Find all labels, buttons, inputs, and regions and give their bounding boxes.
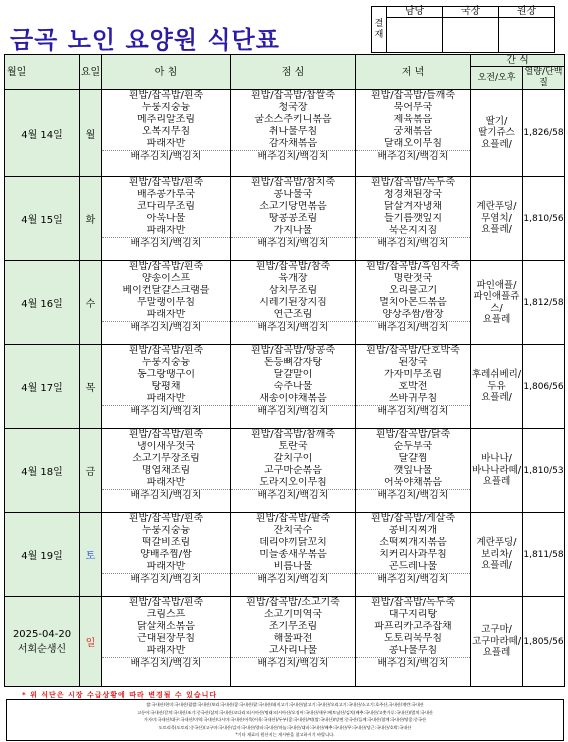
header-snack-sub: 오전/오후	[471, 67, 523, 90]
menu-item: 파래자반	[146, 225, 186, 236]
day-of-week: 목	[80, 345, 102, 429]
menu-item: 파래자반	[146, 138, 186, 149]
menu-item: 흰밥/잡곡밥/흰죽	[128, 597, 204, 608]
menu-item: 배추김치/백김치	[356, 237, 470, 250]
menu-item: 배추김치/백김치	[231, 573, 355, 586]
day-row	[5, 597, 565, 687]
origin-line: 고등어:국내산/갈치:국내산/조기:중국산/삼치:국내산/코다리:러시아산/명태:러시아산/오징어:국내산/새우:베트남산/김치(배추:국내산/고춧가루:국내산)/멸치:국내산	[137, 709, 433, 715]
menu-item: 흰밥/잡곡밥/흰죽	[128, 261, 204, 272]
dinner-cell	[356, 177, 471, 261]
menu-item: 흰밥/잡곡밥/찹쌀죽	[250, 90, 336, 101]
snack-item: 두유	[487, 380, 506, 392]
menu-item: 미늘종새우볶음	[259, 549, 327, 560]
breakfast-cell	[102, 597, 231, 687]
change-notice: * 위 식단은 시장 수급상황에 따라 변경될 수 있습니다	[22, 691, 218, 699]
menu-item: 도토리묵무침	[384, 633, 442, 644]
lunch-cell	[231, 90, 356, 177]
snack-item: 계란푸딩/	[476, 537, 517, 549]
day-of-week: 월	[80, 90, 102, 177]
snack-item: 요플레/	[481, 392, 512, 404]
approval-sign-staff	[387, 18, 443, 53]
menu-item: 오리불고기	[388, 285, 438, 296]
menu-item: 콩나물무침	[388, 645, 438, 656]
breakfast-cell	[102, 90, 231, 177]
kcal-cell: 1,806/56	[523, 345, 565, 429]
menu-item: 메추리알조림	[137, 114, 195, 125]
date-cell	[5, 90, 80, 177]
snack-item: 요플레	[482, 314, 511, 325]
menu-item: 조기무조림	[268, 621, 318, 632]
menu-item: 감자채볶음	[268, 138, 318, 149]
menu-item: 파래자반	[146, 645, 186, 656]
dinner-cell	[356, 345, 471, 429]
menu-item: 배추김치/백김치	[356, 150, 470, 163]
menu-item: 아욱나물	[146, 213, 186, 224]
menu-item: 닭살채소볶음	[137, 621, 195, 632]
day-row	[5, 513, 565, 597]
menu-item: 흰밥/잡곡밥/흰죽	[128, 513, 204, 524]
menu-item: 누룽지숭늉	[141, 357, 191, 368]
kcal-cell: 1,805/56	[523, 597, 565, 687]
menu-item: 양송이스프	[141, 273, 191, 284]
day-of-week: 금	[80, 429, 102, 513]
menu-item: 숙주나물	[273, 381, 313, 392]
day-of-week: 화	[80, 177, 102, 261]
menu-item: 흰밥/잡곡밥/닭죽	[375, 429, 451, 440]
breakfast-cell	[102, 177, 231, 261]
day-of-week: 토	[80, 513, 102, 597]
approval-sign-head	[499, 18, 555, 53]
snack-item: 요플레	[482, 476, 511, 488]
approval-label: 결재	[372, 7, 387, 53]
menu-item: 달걀찜	[398, 453, 428, 464]
menu-item: 배추김치/백김치	[231, 489, 355, 502]
menu-item: 곤드레나물	[388, 561, 438, 572]
menu-item: 청경채된장국	[384, 189, 442, 200]
menu-item: 떡갈비조림	[141, 537, 191, 548]
menu-item: 흰밥/잡곡밥/들깨죽	[370, 90, 456, 101]
date-cell	[5, 261, 80, 345]
menu-item: 배추김치/백김치	[102, 489, 230, 502]
menu-item: 새송이야채볶음	[259, 393, 327, 404]
menu-item: 어묵야채볶음	[384, 477, 442, 488]
dinner-cell	[356, 90, 471, 177]
menu-item: 동그랑땡구이	[137, 369, 195, 380]
date-text: 4월 17일	[21, 383, 63, 394]
menu-item: 달걀말이	[273, 369, 313, 380]
menu-item: 배추김치/백김치	[356, 321, 470, 334]
snack-item: 요플레/	[481, 138, 512, 150]
kcal-cell: 1,810/53	[523, 429, 565, 513]
date-cell	[5, 597, 80, 687]
menu-item: 근대된장무침	[137, 633, 195, 644]
kcal-cell: 1,810/56	[523, 177, 565, 261]
breakfast-cell	[102, 261, 231, 345]
menu-item: 코다리무조림	[137, 201, 195, 212]
snack-item: 딸기쥬스	[478, 127, 515, 139]
date-text: 4월 19일	[21, 551, 63, 562]
menu-item: 베이컨달걀스크램블	[122, 285, 210, 296]
approval-box	[371, 6, 555, 53]
menu-item: 데리야끼닭꼬치	[259, 537, 327, 548]
day-row	[5, 345, 565, 429]
menu-item: 잔치국수	[273, 525, 313, 536]
snack-cell	[471, 261, 523, 345]
menu-item: 오복지무침	[141, 126, 191, 137]
menu-item: 명엽채조림	[141, 465, 191, 476]
menu-item: 순두부국	[393, 441, 433, 452]
menu-item: 흰밥/잡곡밥/참치죽	[250, 177, 336, 188]
date-text: 2025-04-20	[12, 628, 72, 640]
menu-item: 배추김치/백김치	[102, 573, 230, 586]
menu-item: 대구지리탕	[388, 609, 438, 620]
page-title: 금곡 노인 요양원 식단표	[10, 26, 280, 54]
snack-item: 고구마/	[481, 624, 512, 636]
header-day: 요일	[80, 55, 102, 90]
approval-sign-director	[443, 18, 499, 53]
dinner-cell	[356, 429, 471, 513]
menu-item: 굴소스주키니볶음	[254, 114, 332, 125]
menu-item: 북어무국	[393, 102, 433, 113]
menu-item: 고사리나물	[268, 645, 318, 656]
menu-item: 땅콩콩조림	[268, 213, 318, 224]
dinner-cell	[356, 261, 471, 345]
date-text: 4월 18일	[21, 467, 63, 478]
menu-table	[4, 54, 565, 687]
snack-item: 요플레/	[481, 224, 512, 236]
lunch-cell	[231, 513, 356, 597]
snack-item: 요플레	[482, 647, 511, 659]
menu-item: 배추김치/백김치	[231, 321, 355, 334]
menu-item: 명란젓국	[393, 273, 433, 284]
menu-item: 흰밥/잡곡밥/흰죽	[128, 177, 204, 188]
menu-item: 호박전	[398, 381, 428, 392]
menu-item: 흰밥/잡곡밥/소고기죽	[246, 597, 340, 608]
menu-item: 배추김치/백김치	[102, 405, 230, 418]
approval-col-staff: 담당	[387, 7, 443, 18]
menu-item: 흰밥/잡곡밥/참깨죽	[250, 429, 336, 440]
menu-item: 배추김치/백김치	[356, 573, 470, 586]
snack-item: 요플레/	[481, 560, 512, 572]
menu-item: 치커리사과무침	[379, 549, 447, 560]
menu-item: 해물파전	[273, 633, 313, 644]
origin-info-box	[6, 699, 564, 741]
snack-item: 계란푸딩/	[476, 201, 517, 213]
menu-item: 소떡찌개지볶음	[379, 537, 447, 548]
menu-item: 흰밥/잡곡밥/녹두죽	[370, 597, 456, 608]
menu-item: 궁채볶음	[393, 126, 433, 137]
menu-item: 배추김치/백김치	[231, 237, 355, 250]
menu-item: 배추김치/백김치	[102, 237, 230, 250]
menu-item: 가지나물	[273, 225, 313, 236]
menu-item: 소고기무장조림	[132, 453, 200, 464]
menu-item: 양상추쌈/쌈장	[382, 309, 444, 320]
date-cell	[5, 177, 80, 261]
menu-item: 배추김치/백김치	[356, 405, 470, 418]
menu-item: 돈등뼈감자탕	[264, 357, 322, 368]
day-row	[5, 177, 565, 261]
date-cell	[5, 345, 80, 429]
origin-line: 도토리묵(도토리:중국산)/고구마:국내산/감자:국내산/양파:국내산/마늘:국내산/대파:국내산/배추:국내산/무:국내산/당근:국내산/호박:국내산	[158, 724, 412, 730]
menu-item: 가자미무조림	[384, 369, 442, 380]
menu-item: 연근조림	[273, 309, 313, 320]
menu-item: 삼치무조림	[268, 285, 318, 296]
menu-item: 콩나물국	[273, 189, 313, 200]
menu-item: 갈치구이	[273, 453, 313, 464]
menu-item: 고구마순볶음	[264, 465, 322, 476]
menu-item: 배추김치/백김치	[356, 489, 470, 502]
snack-item: 파인애플쥬스/	[473, 291, 520, 314]
menu-item: 깻잎나물	[393, 465, 433, 476]
menu-item: 흰밥/잡곡밥/게살죽	[370, 513, 456, 524]
date-note: 서회순생신	[17, 643, 67, 655]
snack-item: 고구마라떼/	[471, 635, 522, 647]
snack-item: 바나나/	[481, 453, 512, 465]
menu-item: 배추콩가루국	[137, 189, 195, 200]
menu-item: 육개장	[278, 273, 308, 284]
menu-item: 취나물무침	[268, 126, 318, 137]
kcal-cell: 1,826/58	[523, 90, 565, 177]
menu-item: 제육볶음	[393, 114, 433, 125]
snack-cell	[471, 597, 523, 687]
menu-item: 도라지오이무침	[259, 477, 327, 488]
approval-col-head: 원장	[499, 7, 555, 18]
date-cell	[5, 513, 80, 597]
kcal-cell: 1,811/58	[523, 513, 565, 597]
menu-item: 파프리카고추잡채	[374, 621, 452, 632]
date-cell	[5, 429, 80, 513]
header-breakfast: 아 침	[102, 55, 231, 90]
menu-item: 들기름깻잎지	[384, 213, 442, 224]
menu-item: 흰밥/잡곡밥/참죽	[255, 261, 331, 272]
menu-item: 배추김치/백김치	[231, 405, 355, 418]
day-row	[5, 90, 565, 177]
day-of-week: 수	[80, 261, 102, 345]
menu-item: 파래자반	[146, 309, 186, 320]
menu-item: 배추김치/백김치	[102, 150, 230, 163]
lunch-cell	[231, 429, 356, 513]
menu-item: 시레기된장지짐	[259, 297, 327, 308]
menu-item: 흰밥/잡곡밥/흰죽	[128, 90, 204, 101]
header-snack: 간 식	[471, 55, 565, 67]
snack-cell	[471, 513, 523, 597]
breakfast-cell	[102, 513, 231, 597]
menu-item: 토란국	[278, 441, 308, 452]
menu-item: 콩비지찌개	[388, 525, 438, 536]
snack-cell	[471, 345, 523, 429]
menu-item: 흰밥/잡곡밥/땅콩죽	[250, 345, 336, 356]
menu-item: 묵은지지짐	[388, 225, 438, 236]
menu-item: 멸치아몬드볶음	[379, 297, 447, 308]
date-text: 4월 14일	[21, 129, 63, 141]
menu-item: 소고기미역국	[264, 609, 322, 620]
header-kcal: 열량/단백질	[523, 67, 565, 90]
menu-item: 배추김치/백김치	[356, 657, 470, 670]
menu-item: 파래자반	[146, 477, 186, 488]
menu-item: 파래자반	[146, 561, 186, 572]
menu-item: 흰밥/잡곡밥/팥죽	[255, 513, 331, 524]
kcal-cell: 1,812/58	[523, 261, 565, 345]
day-row	[5, 261, 565, 345]
menu-item: 누룽지숭늉	[141, 102, 191, 113]
snack-cell	[471, 90, 523, 177]
breakfast-cell	[102, 429, 231, 513]
snack-item: 보리차/	[481, 548, 512, 560]
menu-item: 무말랭이무침	[137, 297, 195, 308]
menu-item: 배추김치/백김치	[231, 657, 355, 670]
menu-item: 비름나물	[273, 561, 313, 572]
snack-cell	[471, 177, 523, 261]
lunch-cell	[231, 345, 356, 429]
menu-item: 양배추찜/쌈	[140, 549, 192, 560]
origin-line: *기타 재료의 원산지는 게시판을 참고하시기 바랍니다.	[235, 732, 335, 737]
snack-item: 딸기/	[485, 115, 508, 127]
dinner-cell	[356, 513, 471, 597]
menu-item: 탕평채	[151, 381, 181, 392]
header-dinner: 저 녁	[356, 55, 471, 90]
menu-item: 흰밥/잡곡밥/흰죽	[128, 345, 204, 356]
menu-item: 누룽지숭늉	[141, 525, 191, 536]
snack-item: 파인애플/	[476, 279, 517, 291]
menu-item: 흰밥/잡곡밥/흑임자죽	[366, 261, 460, 272]
menu-item: 쓰바귀무침	[388, 393, 438, 404]
day-of-week: 일	[80, 597, 102, 687]
menu-item: 흰밥/잡곡밥/단호박죽	[366, 345, 460, 356]
lunch-cell	[231, 261, 356, 345]
menu-item: 크림스프	[146, 609, 186, 620]
menu-item: 배추김치/백김치	[231, 150, 355, 163]
menu-item: 달래오이무침	[384, 138, 442, 149]
breakfast-cell	[102, 345, 231, 429]
approval-col-director: 국장	[443, 7, 499, 18]
menu-item: 배추김치/백김치	[102, 321, 230, 334]
menu-item: 소고기당면볶음	[259, 201, 327, 212]
snack-cell	[471, 429, 523, 513]
menu-item: 청국장	[278, 102, 308, 113]
origin-line: 쌀:국내산/현미:국내산/찹쌀:국내산/보리:국내산/콩:국내산/팥:국내산/돼지고기:국내산/닭고기:국내산/오리고기:국내산/소고기:호주산,국내산/계란:국내산	[146, 702, 424, 707]
menu-item: 된장국	[398, 357, 428, 368]
snack-item: 후레쉬베리/	[471, 369, 522, 381]
snack-item: 바나나라떼/	[471, 464, 522, 476]
dinner-cell	[356, 597, 471, 687]
menu-item: 파래자반	[146, 393, 186, 404]
day-row	[5, 429, 565, 513]
snack-item: 무염치/	[481, 212, 512, 224]
lunch-cell	[231, 597, 356, 687]
header-lunch: 점 심	[231, 55, 356, 90]
lunch-cell	[231, 177, 356, 261]
menu-item: 흰밥/잡곡밥/흰죽	[128, 429, 204, 440]
menu-item: 흰밥/잡곡밥/녹두죽	[370, 177, 456, 188]
header-date: 월일	[5, 55, 80, 90]
menu-item: 닭살겨자냉채	[384, 201, 442, 212]
menu-item: 배추김치/백김치	[102, 657, 230, 670]
date-text: 4월 15일	[21, 215, 63, 226]
origin-line: 가자미:국내산/대구:국내산/미역:국내산/다시마:국내산/어묵(어육:국내산)/두부(콩:국내산)/떡(쌀:국내산)/당면:중국산/들깨:국내산/참깨:국내산/땅콩:중국산	[143, 717, 427, 722]
menu-item: 냉이새우젓국	[137, 441, 195, 452]
date-text: 4월 16일	[21, 299, 63, 310]
